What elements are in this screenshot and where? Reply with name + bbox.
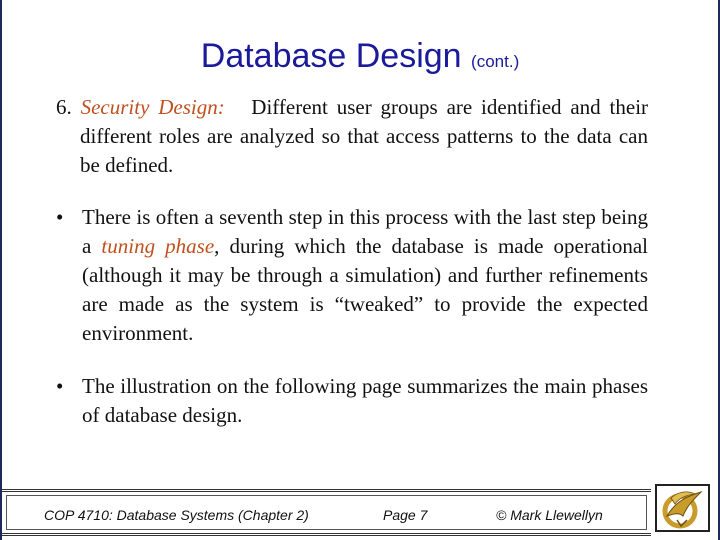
footer-course: COP 4710: Database Systems (Chapter 2) [44, 507, 309, 523]
bullet-text-after: , during which the database is made operational (although it may be through a simulation) and further refinements are made as the system is “tweaked” to provide the expected environment. [82, 234, 648, 345]
term-security-design: Security Design: [80, 95, 225, 119]
bullet-icon: • [56, 205, 64, 229]
bullet-text: The illustration on the following page summarizes the main phases of database design. [82, 374, 648, 427]
ucf-pegasus-logo-icon [655, 484, 710, 532]
paragraph-text: Different user groups are identified and their different roles are analyzed so that access patterns to the data can be defined. [80, 95, 649, 177]
paragraph-security-design [56, 93, 648, 180]
footer-page-number: Page 7 [383, 507, 428, 523]
slide-title-main: Database Design [200, 37, 462, 75]
bullet-tuning-phase [56, 203, 648, 348]
bullet-illustration [56, 372, 648, 430]
slide-body [56, 93, 648, 430]
footer-copyright: © Mark Llewellyn [496, 507, 603, 523]
term-tuning-phase: tuning phase [101, 234, 215, 258]
paragraph-number: 6. [56, 95, 72, 119]
slide-footer [2, 489, 651, 536]
slide-title [0, 34, 720, 84]
bullet-text-before: There is often a seventh step in this process with the last step being a [82, 205, 648, 258]
bullet-icon: • [56, 374, 64, 398]
slide-title-sub: (cont.) [471, 52, 520, 71]
